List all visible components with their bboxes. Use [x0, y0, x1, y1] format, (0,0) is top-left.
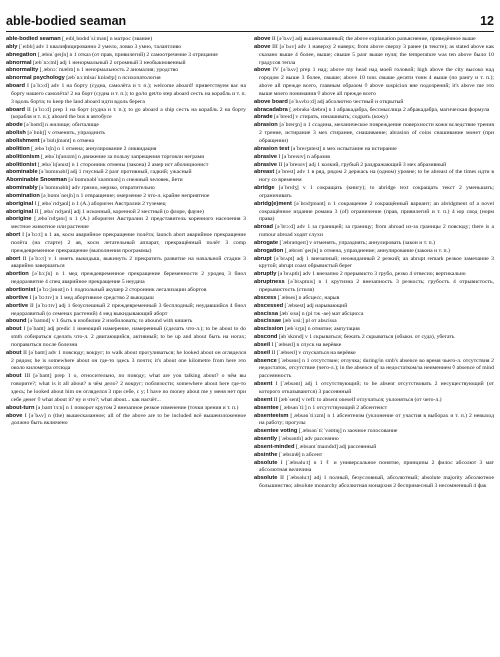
dictionary-entry [6, 52, 246, 60]
left-column [6, 36, 246, 653]
headword: abreast [254, 169, 275, 176]
dictionary-entry [6, 326, 246, 350]
dictionary-entry [254, 326, 494, 334]
definition-text: [ˈæbsest] adj нарывающий [283, 302, 348, 309]
definition-text: I [əˈbɔːtɪv] n 1 мед абортивное средство 2 выкидыш [28, 294, 154, 301]
dictionary-entry [6, 122, 246, 130]
definition-text: [əˈbreɪd] v стирать, изнашивать; содрать (кожу) [272, 114, 388, 121]
dictionary-entry [6, 216, 246, 232]
dictionary-entry [254, 460, 494, 476]
definition-text: [ˌæbsənˈtiːˈvəʊtɪŋ] n заочное голосование [297, 428, 398, 435]
dictionary-entry [254, 342, 494, 350]
dictionary-entry [6, 413, 246, 429]
headword: abruptness [254, 279, 285, 286]
dictionary-entry [6, 201, 246, 209]
definition-text: [əˈbəʊd] n жилище; обиталище [22, 122, 99, 129]
headword: abscission [254, 326, 284, 333]
dictionary-entry [254, 99, 494, 107]
dictionary-entry [6, 138, 246, 146]
headword: abolitionist [6, 161, 37, 168]
definition-text: II [əˈbaʊt] adv 1 повсюду; вокруг; to walk about прогуливаться; he looked about он огляделся 2 рядом; he is somewhere about он где-то здесь 3 почти; it's about one kilometre from here это около километра отсюда [11, 349, 246, 372]
headword: abominably [6, 185, 38, 192]
dictionary-entry [254, 318, 494, 326]
headword: abscess [254, 294, 277, 301]
definition-text: [əˈbɔːʃn] n 1 мед преждевременное прекращение беременности 2 уродец 3 биол недоразвитие 4 спец аварийное прекращение 5 неудача [11, 271, 246, 286]
definition-text: [əˈbrɪdʒmənt] n 1 сокращение 2 сокращённый вариант; an abridgment of a novel сокращённое издание романа 3 (of) ограничение (прав, привилегий и т. п.) 4 юр свод (норм права) [259, 200, 494, 223]
dictionary-entry [6, 36, 246, 44]
definition-text: [ˌæbrəʊˈɡeɪʃn] n отмена, упразднение; аннулирование (закона и т. п.) [283, 247, 450, 254]
definition-text: III [əˈbaʊt] prep 1 о, относительно, по поводу; what are you talking about? о чём вы говорите?; what is it all about? в чём дело? 2 вокруг; поблизости; somewhere about here где-то здесь; he looked about him он огляделся 3 при себе, с у; I have no money about me у меня нет при себе денег ◊ what about it? ну и что?; what about... как насчёт... [11, 373, 246, 403]
definition-text: [əˌbɒmɪˈneɪʃn] n 1 отвращение; омерзение 2 что-л. крайне неприятное [39, 192, 210, 199]
dictionary-entry [254, 36, 494, 44]
headword: abrogation [254, 247, 284, 254]
dictionary-entry [254, 44, 494, 68]
definition-text: [ˌæbrəkəˈdæbrə] n 1 абракадабра, бессмыслица 2 абракадабра, магическая формула [287, 106, 490, 113]
definition-text: I [əˈbʌv] n (the) вышесказанное; all of the above are to be included всё вышеизложенное должно быть включено [11, 412, 246, 427]
headword: abortionist [6, 287, 36, 293]
dictionary-entry [6, 232, 246, 256]
headword: above [254, 67, 271, 74]
dictionary-entry [254, 240, 494, 248]
headword: absolute [254, 459, 278, 466]
dictionary-entry [254, 397, 494, 405]
headword: abrasive [254, 153, 278, 160]
headword: abolitionism [6, 153, 40, 160]
definition-text: [æbˈnɔːmlsaɪˈkɒlədʒɪ] n психопатология [64, 75, 161, 82]
headword: above board [254, 98, 288, 105]
definition-text: II [əˈbɔːd] prep 1 на борт (судна и т. п.); to go aboard a ship сесть на корабль 2 на борту (корабля и т. п.); aboard the bus в автобусе [11, 106, 246, 121]
headword: abrasion [254, 122, 278, 129]
definition-text: [ˌæbəˈlɪʃn] n 1 отмена; аннулирование 2 ликвидация [29, 145, 157, 152]
headword: abseil [254, 349, 271, 356]
headword: abrogate [254, 239, 279, 246]
headword: absent [254, 396, 273, 403]
dictionary-entry [254, 311, 494, 319]
headword: abrade [254, 114, 273, 121]
headword: abrasion test [254, 145, 290, 152]
headword: abolish [6, 130, 26, 137]
definition-text: I [əˈbreɪsɪv] n абразив [277, 153, 330, 160]
dictionary-entry [6, 373, 246, 404]
definition-text: I [ˈæbsənt] adj 1 отсутствующий; to be absent отсутствовать 2 несуществующий (от которого отказываются) 3 рассеянный [259, 381, 494, 395]
definition-text: II [ˌæbəˈrɪdʒənl] adj 1 исконный, коренной 2 местный (о флоре, фауне) [33, 208, 204, 215]
headword: above [254, 36, 271, 42]
definition-text: I [ˈæbseɪl] n спуск на верёвке [270, 341, 342, 348]
headword: abortion [6, 271, 29, 278]
definition-text: [əˈbɒmɪnəblˈsnəʊmən] n снежный человек, йети [67, 177, 183, 184]
dictionary-entry [254, 169, 494, 185]
headword: abort [6, 255, 21, 262]
headword: aborigine [6, 216, 32, 223]
headword: abscissae [254, 318, 282, 325]
page-number: 12 [480, 14, 494, 28]
dictionary-entry [254, 201, 494, 225]
definition-text: [əˈbɒmɪnəbl] adj 1 гнусный 2 разг противный, гадкий; ужасный [37, 169, 192, 176]
definition-text: [ˌæbnɔːˈmælɪtɪ] n 1 ненормальность 2 аномалия; уродство [38, 67, 179, 74]
definition-text: II [əˈbreɪsɪv] adj 1 колкий, грубый 2 раздражающий 3 мех абразивный [277, 161, 447, 168]
headword: about-turn [6, 404, 35, 411]
headword: absinthe [254, 451, 278, 458]
dictionary-entry [6, 169, 246, 177]
headword: abscond [254, 334, 278, 341]
definition-text: II [ˈæbsəluːt] adj 1 полный, безусловный, абсолютный; absolute majority абсолютное большинство; absolute monarchy абсолютная монархия 2 беспримесный 3 несомненный 4 фак [259, 475, 494, 490]
definition-text: II [æbˈsent] v refl: to absent oneself отлучаться; уклоняться (от чего-л.) [272, 396, 442, 403]
definition-text: [əˈbɒmɪnəblɪ] adv грязно, мерзко, отвратительно [37, 185, 155, 192]
dictionary-entry [6, 60, 246, 68]
dictionary-entry [254, 122, 494, 146]
dictionary-entry [6, 271, 246, 287]
dictionary-entry [254, 436, 494, 444]
headword: aboriginal [6, 208, 34, 215]
headword: abnegation [6, 51, 37, 58]
definition-text: [ˌæbəˈlɪʃənɪst] n 1 сторонник отмены (закона) 2 амер ист аболиционист [36, 161, 209, 168]
definition-text: [əˈbrʌptlɪ] adv 1 внезапно 2 прерывисто 3 грубо, резко 4 отвесно; вертикально [276, 271, 466, 278]
dictionary-entry [6, 83, 246, 107]
dictionary-entry [6, 295, 246, 303]
headword: absent-minded [254, 443, 295, 450]
definition-text: [ˌeɪbl̩ˌbɒdɪdˈsiːmən] n матрос (звание) [60, 36, 153, 42]
dictionary-entry [254, 428, 494, 436]
definition-text: [ˌæbsənˈtiːɪzm] n 1 абсентеизм (уклонение от участия в выборах и т. п.) 2 невыход на работу; прогулы [259, 412, 494, 427]
headword: absently [254, 436, 278, 443]
dictionary-entry [254, 381, 494, 397]
dictionary-entry [254, 358, 494, 382]
headword: abolition [6, 145, 30, 152]
dictionary-entry [6, 303, 246, 319]
definition-text: II [əˈbʌv] adj вышеназванный; the above explanation разъяснение, приведённое выше [270, 36, 476, 42]
dictionary-entry [254, 295, 494, 303]
headword: abscissa [254, 310, 279, 317]
headword: abnormal [6, 59, 32, 66]
definition-text: [əˈbɒlɪʃ] v отменить, упразднить [25, 130, 105, 137]
definition-text: [əˈbrɪdʒ] v 1 сокращать (книгу); to abridge text сокращать текст 2 уменьшать; ограничивать [259, 185, 494, 199]
definition-text: I [ˌæbəˈrɪdʒənl] n 1 (A.) абориген Австралии 2 туземец [33, 200, 166, 207]
definition-text: [ˈeɪblɪ] adv 1 квалифицированно 2 умело, ловко 3 умно, талантливо [17, 43, 182, 50]
dictionary-entry [254, 146, 494, 154]
definition-text: [əˈbreɪʒntest] n мех испытание на истирание [289, 145, 397, 152]
headword: above [254, 43, 271, 50]
definition-text: II [əˈbɔːtɪv] adj 1 безуспешный 2 преждевременный 3 бесплодный; неудавшийся 4 биол недоразвитый (о семенах растений) 4 мед выкидывающий аборт [11, 302, 246, 317]
definition-text: [əˈbreɪʒn] n 1 ссадина, механическое повреждение поверхности кожи вследствие трения 2 трение, истирание 3 мех стирание, снашивание; abrasion of coins снашивание монет (при обращении) [259, 122, 494, 144]
headword: abridg(e)ment [254, 200, 292, 207]
definition-text: [əˈbrɔːd] adv 1 за границей; за границу; from abroad из-за границы 2 повсюду; there is a rumour abroad ходят слухи [259, 224, 494, 239]
headword: abnormal psychology [6, 75, 65, 82]
headword: abound [6, 318, 27, 325]
definition-text: I [əˈbaʊt] adj predic 1 имеющий намерение, намеренный (сделать что-л.); to be about to do smth собираться сделать что-л. 2 двигающийся, активный; to be up and about быть на ногах; поправиться после болезни [11, 326, 246, 348]
definition-text: [æbˈsɪsə] n (pl тж -ae) мат абсцисса [278, 310, 364, 317]
dictionary-entry [6, 350, 246, 374]
dictionary-entry [254, 67, 494, 98]
dictionary-entry [6, 44, 246, 52]
headword: absentee [254, 404, 279, 411]
dictionary-entry [6, 287, 246, 295]
headword: abolishment [6, 137, 40, 144]
definition-text: [ˈæbsəns] n 1 отсутствие; отлучка; during/in smb's absence во время чьего-л. отсутствия 2 недостаток, отсутствие (чего-л.); in the absence of за недостатком/за неимением ◊ absence of mind рассеянность [259, 357, 494, 380]
headword: abseil [254, 341, 271, 348]
dictionary-entry [254, 350, 494, 358]
dictionary-entry [254, 405, 494, 413]
headword: absent [254, 381, 273, 388]
headword: abode [6, 122, 23, 129]
definition-text: [ˈæbsɪnθ] n абсент [277, 451, 323, 458]
headword: abruptly [254, 271, 277, 278]
headword: aboard [6, 106, 25, 113]
definition-text: [ˌæbəˈrɪdʒənɪ] n 1 (A.) абориген Австралии 2 представитель коренного населения 3 местное животное или растение [11, 216, 246, 231]
dictionary-entry [254, 224, 494, 240]
dictionary-entry [254, 303, 494, 311]
definition-text: [əˈbrʌpt] adj 1 внезапный; неожиданный 2 резкий; an abrupt remark резкое замечание 3 крутой; abrupt coast обрывистый берег [259, 255, 494, 270]
headword: abroad [254, 224, 273, 231]
dictionary-entry [254, 334, 494, 342]
headword: abominable [6, 169, 38, 176]
dictionary-entry [254, 154, 494, 162]
dictionary-entry [254, 452, 494, 460]
definition-text: [əˈbrest] adv 1 в ряд, рядом 2 держась на (одном) уровне; to be abreast of the times идти в ногу со временем [259, 169, 494, 184]
headword: above [6, 412, 23, 419]
headword: abscessed [254, 302, 284, 309]
definition-text: [əˈbʌvbɔːd] adj абсолютно честный и открытый [287, 98, 404, 105]
headword: aboriginal [6, 200, 34, 207]
headword: Abominable Snowman [6, 177, 67, 184]
dictionary-entry [254, 114, 494, 122]
definition-text: [ˌæbsənˈtiː] n 1 отсутствующий 2 абсентеист [278, 404, 388, 411]
headword: abrupt [254, 255, 272, 262]
dictionary-entry [6, 130, 246, 138]
headword: aboard [6, 83, 25, 90]
headword: abort [6, 232, 21, 239]
dictionary-entry [254, 248, 494, 256]
dictionary-entry [254, 271, 494, 279]
definition-text: II [əˈbɔːt] v 1 иметь выкидыш, выкинуть 2 прекратить развитие на начальной стадии 3 аварийно завершаться [11, 255, 246, 270]
definition-text: [ˈæbses] n абсцесс, нарыв [276, 294, 340, 301]
headword: absence [254, 357, 277, 364]
definition-text: [æbˈnɔːml] adj 1 ненормальный 2 огромный 3 необыкновенный [31, 59, 186, 66]
dictionary-entry [6, 405, 246, 413]
headword: abrasive [254, 161, 278, 168]
definition-text: [əˈbɔːʃənɪst] n 1 подпольный акушер 2 сторонник легализации абортов [35, 287, 207, 293]
definition-text: IV [əˈbʌv] prep 1 над; above my head над моей головой; high above the city высоко над городом 2 выше 3 более, свыше; above 10 tons свыше десяти тонн 4 выше (по рангу и т. п.); above all прежде всего, главным образом ◊ above suspicion вне подозрений; it's above me это выше моего понимания ◊ above all прежде всего [259, 67, 494, 97]
definition-text: [ˌæbəˈlɪʃənɪzm] n движение за пользу запрещения торговли неграми [39, 153, 205, 160]
headword: about [6, 373, 22, 380]
dictionary-entry [6, 146, 246, 154]
definition-text: [əbˈskɒnd] v 1 скрываться; бежать 2 скрываться (обыкн. от суда), убегать [277, 334, 455, 341]
dictionary-entry [254, 256, 494, 272]
dictionary-entry [254, 444, 494, 452]
definition-text: I [ˈæbsəluːt] n 1 ℓ и универсальное понятие, принципы 2 филос абсолют 3 мат абсолютная величина [259, 459, 494, 474]
headword: abortive [6, 302, 29, 309]
definition-text: [əˈbaʊnd] v 1 быть в изобилии 2 изобиловать; to abound with кишеть [26, 318, 193, 325]
right-column [254, 36, 494, 653]
definition-text: [ˌæbsəntˈmaɪndɪd] adj рассеянный [294, 443, 377, 450]
definition-text: [əˈbrʌptnɪs] n 1 крутизна 2 внезапность 3 резкость; грубость 4 отрывистость, прерывистость (стиля) [259, 279, 494, 293]
headword: absentee voting [254, 428, 298, 435]
dictionary-entry [254, 475, 494, 491]
headword: abnormality [6, 67, 39, 74]
dictionary-entry [254, 279, 494, 295]
definition-text: II [ˈæbseɪl] v спускаться на верёвке [270, 349, 356, 356]
headword: ably [6, 43, 18, 50]
headword: abridge [254, 185, 275, 192]
headword: abortive [6, 294, 29, 301]
dictionary-entry [6, 107, 246, 123]
dictionary-entry [6, 67, 246, 75]
dictionary-entry [6, 154, 246, 162]
definition-text: [əˈbɒlɪʃmənt] n отмена [39, 137, 95, 144]
headword: abracadabra [254, 106, 288, 113]
headword: able-bodied seaman [6, 36, 61, 42]
definition-text: I [əˈbɔːt] n 1 ав, косм аварийное прекращение полёта; launch abort аварийное прекращение полёта (на старте) 2 ав, косм летательный аппарат, прекращённый полёт 3 comp преждевременное прекращение (выполнения программы) [11, 232, 246, 254]
headword: about [6, 349, 22, 356]
definition-text: I [əˈbɔːd] adv 1 на борту (судна, самолёта и т. п.); welcome aboard! приветствуем вас на борту нашего самолёта! 2 на борт (судна и т. п.); to go/to get/to step aboard сесть на корабль и т. п. 3 вдоль борта; to keep the land aboard идти вдоль берега [11, 83, 246, 105]
dictionary-entry [6, 256, 246, 272]
definition-text: [əˌbaʊtˈtɜːn] n 1 поворот кругом 2 внезапное резкое изменение (точки зрения и т. п.) [34, 404, 239, 411]
dictionary-entry [6, 193, 246, 201]
definition-text: [æbˈsɪʒn] n отнятие; ампутация [283, 326, 360, 333]
dictionary-entry [254, 413, 494, 429]
dictionary-columns [6, 36, 494, 653]
headword: about [6, 326, 22, 333]
definition-text: [ˌæbnɪˈɡeɪʃn] n 1 отказ (от прав, привилегий) 2 самоотречение 3 отрицание [36, 51, 218, 58]
dictionary-entry [254, 185, 494, 201]
header-title: able-bodied seaman [6, 14, 127, 28]
headword: absenteeism [254, 412, 289, 419]
headword: abomination [6, 192, 40, 199]
running-header [6, 6, 494, 32]
definition-text: [ˈæbrəʊɡeɪt] v отменять, упразднять; аннулировать (закон и т. п.) [278, 239, 435, 246]
dictionary-entry [6, 75, 246, 83]
dictionary-entry [6, 185, 246, 193]
definition-text: [ˈæbsəntlɪ] adv рассеянно [277, 436, 339, 443]
definition-text: [æbˈsɪsiː] pl от abscissa [281, 318, 337, 325]
headword: absolute [254, 475, 278, 482]
dictionary-entry [6, 177, 246, 185]
definition-text: III [əˈbʌv] adv 1 наверху 2 наверх; from above сверху 3 ранее (в тексте); as stated above как сказано выше 4 более, выше; свыше 5 разг выше нуля; the temperature was ten above было 10 градусов тепла [259, 43, 494, 66]
